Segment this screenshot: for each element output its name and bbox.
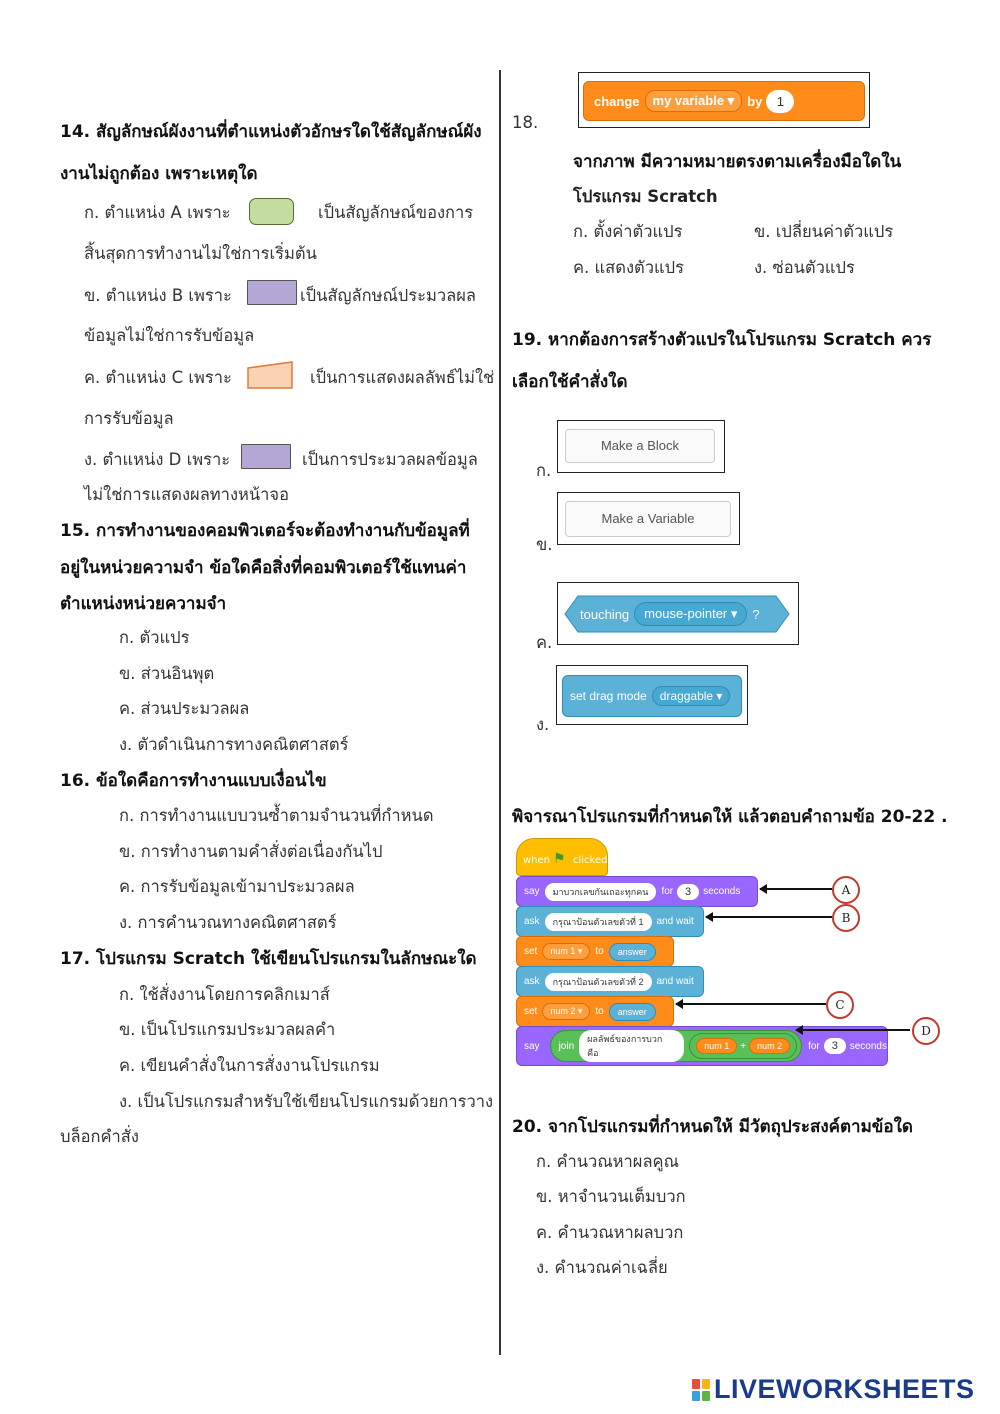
set-label: set xyxy=(524,1006,538,1017)
draggable-dropdown[interactable]: draggable ▾ xyxy=(652,686,731,706)
q14-option-c-pre[interactable]: ค. ตำแหน่ง C เพราะ xyxy=(84,368,232,387)
q14-option-d-post: เป็นการประมวลผลข้อมูล xyxy=(302,450,478,469)
q18-option-b[interactable]: ข. เปลี่ยนค่าตัวแปร xyxy=(754,222,894,241)
q15-option-c[interactable]: ค. ส่วนประมวลผล xyxy=(119,699,250,718)
num2-dropdown: num 2 ▾ xyxy=(542,1003,590,1020)
q14-option-c-cont: การรับข้อมูล xyxy=(84,409,174,428)
plus-sign: + xyxy=(740,1040,747,1052)
num1-reporter: num 1 xyxy=(696,1038,737,1054)
question-mark: ? xyxy=(752,606,760,622)
say-for-block xyxy=(516,876,758,907)
answer-reporter: answer xyxy=(609,1003,656,1021)
set-drag-mode-block xyxy=(562,675,742,717)
clicked-label: clicked xyxy=(573,855,608,866)
q20-line1: 20. จากโปรแกรมที่กำหนดให้ มีวัตถุประสงค์ตามข้อใด xyxy=(512,1117,913,1137)
marker-a: A xyxy=(832,876,860,904)
num2-reporter: num 2 xyxy=(749,1038,790,1054)
q17-line1: 17. โปรแกรม Scratch ใช้เขียนโปรแกรมในลักษณะใด xyxy=(60,949,477,969)
q18-option-a[interactable]: ก. ตั้งค่าตัวแปร xyxy=(573,222,683,241)
q17-option-d-cont: บล็อกคำสั่ง xyxy=(60,1127,139,1146)
q18-line1: จากภาพ มีความหมายตรงตามเครื่องมือใดใน xyxy=(573,152,902,172)
q20-option-c[interactable]: ค. คำนวณหาผลบวก xyxy=(536,1223,684,1242)
say-label: say xyxy=(524,886,540,897)
ask-text-1: กรุณาป้อนตัวเลขตัวที่ 1 xyxy=(545,913,652,931)
to-label: to xyxy=(595,946,604,957)
seconds-value: 3 xyxy=(677,884,699,900)
q18-option-d[interactable]: ง. ซ่อนตัวแปร xyxy=(754,258,855,277)
arrow-c-icon xyxy=(676,1003,826,1005)
q19-option-d-frame[interactable] xyxy=(556,665,748,725)
seconds-value: 3 xyxy=(824,1038,846,1054)
q19-label-a: ก. xyxy=(536,461,552,480)
logo-mark-icon xyxy=(692,1379,710,1401)
q14-option-b-pre[interactable]: ข. ตำแหน่ง B เพราะ xyxy=(84,286,232,305)
q19-line1: 19. หากต้องการสร้างตัวแปรในโปรแกรม Scratch ควร xyxy=(512,330,932,350)
touching-block xyxy=(580,595,760,633)
ask-text-2: กรุณาป้อนตัวเลขตัวที่ 2 xyxy=(545,973,652,991)
q14-option-b-cont: ข้อมูลไม่ใช่การรับข้อมูล xyxy=(84,326,255,345)
say-text: มาบวกเลขกันเถอะทุกคน xyxy=(545,883,657,901)
q14-option-a-post: เป็นสัญลักษณ์ของการ xyxy=(318,203,474,222)
ask-label: ask xyxy=(524,916,540,927)
q14-option-b-post: เป็นสัญลักษณ์ประมวลผล xyxy=(300,286,477,305)
q19-label-c: ค. xyxy=(536,633,553,652)
q15-line2: อยู่ในหน่วยความจำ ข้อใดคือสิ่งที่คอมพิวเตอร์ใช้แทนค่า xyxy=(60,558,467,578)
q19-label-d: ง. xyxy=(536,715,550,734)
join-label: join xyxy=(558,1040,575,1052)
ask-block-2 xyxy=(516,966,704,997)
marker-b: B xyxy=(832,904,860,932)
q15-line1: 15. การทำงานของคอมพิวเตอร์จะต้องทำงานกับข้อมูลที่ xyxy=(60,521,470,541)
q14-line1: 14. สัญลักษณ์ผังงานที่ตำแหน่งตัวอักษรใดใช้สัญลักษณ์ผัง xyxy=(60,122,482,142)
q14-option-a-pre[interactable]: ก. ตำแหน่ง A เพราะ xyxy=(84,203,231,222)
terminator-shape-icon xyxy=(249,198,294,225)
process-shape-icon xyxy=(247,280,297,305)
for-label: for xyxy=(661,886,674,897)
liveworksheets-logo[interactable] xyxy=(692,1374,975,1405)
q14-option-c-post: เป็นการแสดงผลลัพธ์ไม่ใช่ xyxy=(310,368,495,387)
q17-option-a[interactable]: ก. ใช้สั่งงานโดยการคลิกเมาส์ xyxy=(119,985,330,1004)
marker-d: D xyxy=(912,1017,940,1045)
marker-c: C xyxy=(826,991,854,1019)
change-variable-block xyxy=(583,81,865,121)
make-a-block-button[interactable]: Make a Block xyxy=(565,429,715,463)
green-flag-icon: ⚑ xyxy=(553,851,566,867)
q15-option-b[interactable]: ข. ส่วนอินพุต xyxy=(119,664,215,683)
column-divider xyxy=(499,70,501,1355)
when-flag-clicked-block xyxy=(516,838,608,876)
q19-option-c-frame[interactable] xyxy=(557,582,799,645)
add-operator xyxy=(689,1033,797,1059)
seconds-label: seconds xyxy=(703,886,741,897)
to-label: to xyxy=(595,1006,604,1017)
say-label: say xyxy=(524,1040,540,1052)
q16-option-b[interactable]: ข. การทำงานตามคำสั่งต่อเนื่องกันไป xyxy=(119,842,383,861)
for-label: for xyxy=(808,1040,820,1052)
q16-option-c[interactable]: ค. การรับข้อมูลเข้ามาประมวลผล xyxy=(119,877,355,896)
change-label: change xyxy=(594,93,640,109)
q14-option-d-cont: ไม่ใช่การแสดงผลทางหน้าจอ xyxy=(84,485,290,504)
q14-option-d-pre[interactable]: ง. ตำแหน่ง D เพราะ xyxy=(84,450,231,469)
change-amount[interactable]: 1 xyxy=(766,90,794,113)
set-num1-block xyxy=(516,936,674,967)
q18-number: 18. xyxy=(512,113,539,132)
drag-mode-label: set drag mode xyxy=(570,689,647,703)
variable-dropdown[interactable]: my variable ▾ xyxy=(645,90,743,112)
q19-option-a-frame[interactable] xyxy=(557,420,725,473)
arrow-b-icon xyxy=(706,916,832,918)
q18-line2: โปรแกรม Scratch xyxy=(573,187,718,206)
when-label: when xyxy=(523,855,551,866)
q16-option-d[interactable]: ง. การคำนวณทางคณิตศาสตร์ xyxy=(119,913,337,932)
q14-option-a-cont: สิ้นสุดการทำงานไม่ใช่การเริ่มต้น xyxy=(84,244,317,263)
set-num2-block xyxy=(516,996,674,1027)
q20-option-b[interactable]: ข. หาจำนวนเต็มบวก xyxy=(536,1187,686,1206)
q17-option-d[interactable]: ง. เป็นโปรแกรมสำหรับใช้เขียนโปรแกรมด้วยการวาง xyxy=(119,1092,494,1111)
q15-option-a[interactable]: ก. ตัวแปร xyxy=(119,628,190,647)
q16-option-a[interactable]: ก. การทำงานแบบวนซ้ำตามจำนวนที่กำหนด xyxy=(119,806,434,825)
q14-line2: งานไม่ถูกต้อง เพราะเหตุใด xyxy=(60,164,258,184)
manual-input-shape-icon xyxy=(246,360,294,390)
arrow-d-icon xyxy=(796,1029,910,1031)
say-join-block xyxy=(516,1026,888,1066)
process-shape-icon xyxy=(241,444,291,469)
q18-option-c[interactable]: ค. แสดงตัวแปร xyxy=(573,258,684,277)
mouse-pointer-dropdown[interactable]: mouse-pointer ▾ xyxy=(634,602,747,626)
q17-option-c[interactable]: ค. เขียนคำสั่งในการสั่งงานโปรแกรม xyxy=(119,1056,380,1075)
seconds-label: seconds xyxy=(849,1040,887,1052)
ask-label: ask xyxy=(524,976,540,987)
and-wait-label: and wait xyxy=(656,976,694,987)
set-label: set xyxy=(524,946,538,957)
q16-line1: 16. ข้อใดคือการทำงานแบบเงื่อนไข xyxy=(60,771,327,791)
q15-line3: ตำแหน่งหน่วยความจำ xyxy=(60,594,227,614)
by-label: by xyxy=(747,93,763,109)
q20-option-d[interactable]: ง. คำนวณค่าเฉลี่ย xyxy=(536,1258,668,1277)
num1-dropdown: num 1 ▾ xyxy=(542,943,590,960)
q15-option-d[interactable]: ง. ตัวดำเนินการทางคณิตศาสตร์ xyxy=(119,735,349,754)
q17-option-b[interactable]: ข. เป็นโปรแกรมประมวลผลคำ xyxy=(119,1020,336,1039)
and-wait-label: and wait xyxy=(656,916,694,927)
arrow-a-icon xyxy=(760,888,832,890)
make-a-variable-button[interactable]: Make a Variable xyxy=(565,501,731,537)
touching-label: touching xyxy=(580,606,630,622)
answer-reporter: answer xyxy=(609,943,656,961)
q19-label-b: ข. xyxy=(536,535,553,554)
q19-option-b-frame[interactable] xyxy=(557,492,740,545)
q19-line2: เลือกใช้คำสั่งใด xyxy=(512,372,628,392)
ask-block-1 xyxy=(516,906,704,937)
result-text: ผลลัพธ์ของการบวก คือ xyxy=(579,1030,684,1062)
program-intro: พิจารณาโปรแกรมที่กำหนดให้ แล้วตอบคำถามข้อ 20-22 . xyxy=(512,807,948,827)
q20-option-a[interactable]: ก. คำนวณหาผลคูณ xyxy=(536,1152,679,1171)
q18-image-frame xyxy=(578,72,870,128)
join-reporter xyxy=(550,1030,803,1062)
brand-name: LIVEWORKSHEETS xyxy=(714,1374,975,1404)
